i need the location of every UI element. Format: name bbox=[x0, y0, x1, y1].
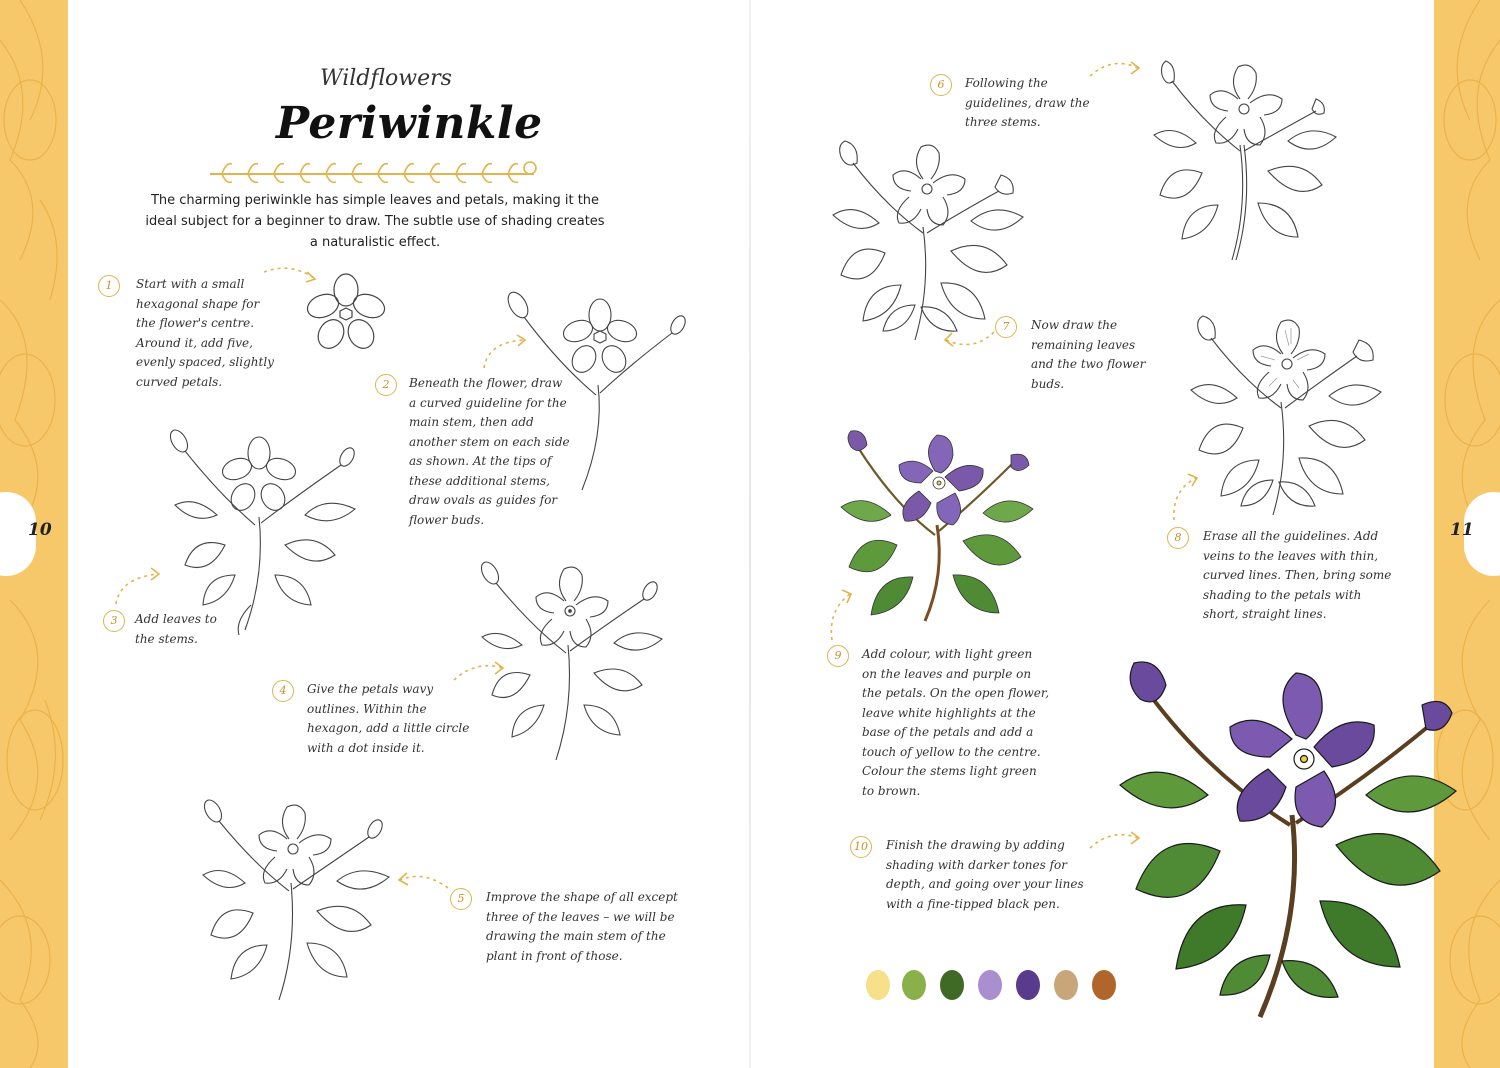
palette-swatch bbox=[940, 970, 964, 1000]
book-gutter bbox=[749, 0, 751, 1068]
step-number-badge: 4 bbox=[272, 680, 294, 702]
step-9-colour-flower bbox=[835, 425, 1035, 625]
step-instruction: Following the guidelines, draw the three stems. bbox=[965, 76, 1090, 129]
step-number-badge: 1 bbox=[98, 275, 120, 297]
palette-swatch bbox=[902, 970, 926, 1000]
dotted-arrow bbox=[394, 866, 450, 892]
step-8-shaded-sketch bbox=[1185, 310, 1385, 520]
step-number-badge: 9 bbox=[827, 645, 849, 667]
step-instruction: Give the petals wavy outlines. Within the hexagon, add a little circle with a dot inside it. bbox=[307, 682, 470, 755]
page-number-left: 10 bbox=[28, 520, 52, 540]
step-instruction: Erase all the guidelines. Add veins to the leaves with thin, curved lines. Then, bring some shading to the petals with short, straight lines. bbox=[1203, 529, 1392, 621]
page-title: Periwinkle bbox=[276, 98, 543, 149]
dotted-arrow bbox=[110, 562, 166, 608]
step-3-leaves-sketch bbox=[165, 425, 365, 635]
step-10-finished-flower bbox=[1110, 655, 1460, 1025]
step-number-badge: 2 bbox=[375, 374, 397, 396]
palette-swatch bbox=[1054, 970, 1078, 1000]
step-1-flower-sketch bbox=[305, 272, 387, 354]
palette-swatch bbox=[1016, 970, 1040, 1000]
page-number-right: 11 bbox=[1450, 520, 1474, 540]
palette-swatch bbox=[1092, 970, 1116, 1000]
step-number-badge: 10 bbox=[850, 836, 872, 858]
step-5-refined-leaves-sketch bbox=[195, 795, 395, 1005]
colour-palette bbox=[866, 970, 1126, 1004]
category-heading: Wildflowers bbox=[320, 66, 452, 91]
step-number-badge: 3 bbox=[103, 610, 125, 632]
step-instruction: Add leaves to the stems. bbox=[135, 612, 217, 646]
step-2-guideline-sketch bbox=[500, 285, 700, 495]
step-instruction: Beneath the flower, draw a curved guideline for the main stem, then add another stem on each side as shown. At the tips of these additional stems, draw ovals as guides for flower buds. bbox=[409, 376, 570, 527]
step-6-stems-sketch bbox=[1140, 55, 1340, 265]
step-instruction: Add colour, with light green on the leaves and purple on the petals. On the open flower, leave white highlights at the base of the petals and add a touch of yellow to the centre. Colour the stems light green to brown. bbox=[862, 647, 1050, 798]
step-7-leaves-buds-sketch bbox=[825, 135, 1025, 345]
step-instruction: Improve the shape of all except three of the leaves – we will be drawing the main stem of the plant in front of those. bbox=[486, 890, 678, 963]
step-instruction: Finish the drawing by adding shading with darker tones for depth, and going over your lines with a fine-tipped black pen. bbox=[886, 838, 1084, 911]
step-instruction: Start with a small hexagonal shape for the flower's centre. Around it, add five, evenly spaced, slightly curved petals. bbox=[136, 277, 274, 389]
step-number-badge: 5 bbox=[450, 888, 472, 910]
palette-swatch bbox=[978, 970, 1002, 1000]
vine-divider-ornament bbox=[208, 158, 538, 186]
step-instruction: Now draw the remaining leaves and the two flower buds. bbox=[1031, 318, 1146, 391]
intro-paragraph: The charming periwinkle has simple leaves and petals, making it the ideal subject for a beginner to draw. The subtle use of shading creates a naturalistic effect. bbox=[145, 193, 605, 250]
palette-swatch bbox=[866, 970, 890, 1000]
step-number-badge: 8 bbox=[1167, 527, 1189, 549]
step-number-badge: 7 bbox=[995, 316, 1017, 338]
step-4-wavy-petals-sketch bbox=[470, 555, 670, 765]
step-number-badge: 6 bbox=[930, 74, 952, 96]
dotted-arrow bbox=[1088, 54, 1144, 80]
